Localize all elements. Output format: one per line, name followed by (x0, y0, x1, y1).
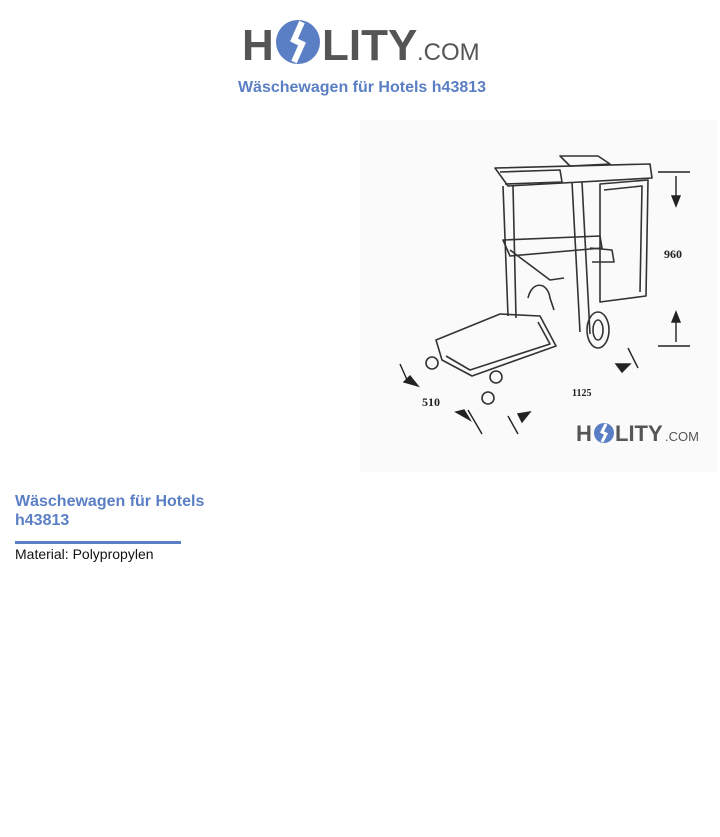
dimension-length-label: 1125 (572, 388, 592, 399)
svg-text:H: H (576, 421, 592, 446)
svg-text:.COM: .COM (665, 429, 699, 444)
product-image (360, 120, 718, 472)
product-material: Material: Polypropylen (15, 546, 154, 562)
svg-text:H: H (242, 21, 274, 68)
svg-text:LITY: LITY (322, 21, 418, 68)
dimension-height-label: 960 (664, 247, 682, 261)
image-watermark-logo (576, 421, 699, 446)
svg-text:.COM: .COM (417, 39, 480, 66)
product-name: Wäschewagen für Hotels h43813 (15, 493, 205, 529)
logo-o-icon (276, 20, 320, 64)
dimension-lines (400, 172, 690, 434)
holity-logo[interactable] (242, 12, 482, 68)
dimension-width-label: 510 (422, 395, 440, 409)
title-divider (15, 541, 181, 544)
svg-text:LITY: LITY (615, 421, 663, 446)
page-title: Wäschewagen für Hotels h43813 (237, 79, 487, 96)
